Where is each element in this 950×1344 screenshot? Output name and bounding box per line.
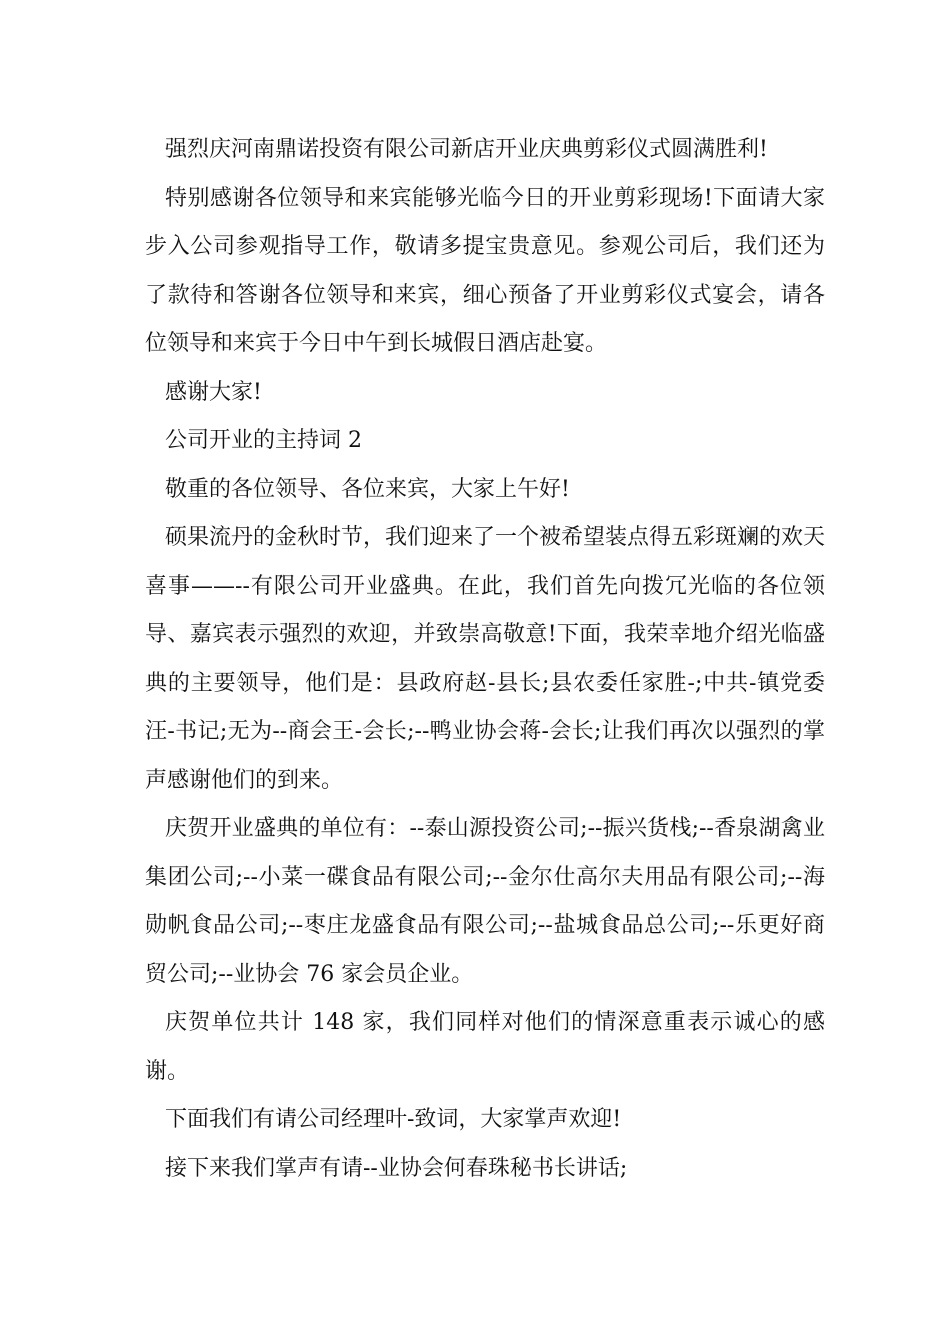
paragraph-thanks-visit: 特别感谢各位领导和来宾能够光临今日的开业剪彩现场!下面请大家步入公司参观指导工作，敬请多提宝贵意见。参观公司后，我们还为了款待和答谢各位领导和来宾，细心预备了开业剪彩仪式宴会，请各位领导和来宾于今日中午到长城假日酒店赴宴。 <box>145 185 825 356</box>
paragraph-secretary-speech: 接下来我们掌声有请--业协会何春珠秘书长讲话; <box>165 1155 628 1181</box>
paragraph-units-total: 庆贺单位共计 148 家，我们同样对他们的情深意重表示诚心的感谢。 <box>145 1010 825 1084</box>
paragraph-introduction: 硕果流丹的金秋时节，我们迎来了一个被希望装点得五彩斑斓的欢天喜事——--有限公司开业盛典。在此，我们首先向拨冗光临的各位领导、嘉宾表示强烈的欢迎，并致崇高敬意!下面，我荣幸地介绍光临盛典的主要领导，他们是：县政府赵-县长;县农委任家胜-;中共-镇党委汪-书记;无为--商会王-会长;--鸭业协会蒋-会长;让我们再次以强烈的掌声感谢他们的到来。 <box>145 525 826 793</box>
paragraph-greeting: 敬重的各位领导、各位来宾，大家上午好! <box>165 476 570 502</box>
section-heading: 公司开业的主持词 2 <box>165 428 362 453</box>
paragraph-congratulating-units: 庆贺开业盛典的单位有：--泰山源投资公司;--振兴货栈;--香泉湖禽业集团公司;--小菜一碟食品有限公司;--金尔仕高尔夫用品有限公司;--海勋帆食品公司;--枣庄龙盛食品有限公司;--盐城食品总公司;--乐更好商贸公司;--业协会 76 家会员企业。 <box>145 816 825 987</box>
paragraph-thanks-all: 感谢大家! <box>165 379 262 405</box>
paragraph-opening-celebration: 强烈庆河南鼎诺投资有限公司新店开业庆典剪彩仪式圆满胜利! <box>165 137 768 162</box>
paragraph-manager-speech: 下面我们有请公司经理叶-致词，大家掌声欢迎! <box>165 1107 622 1132</box>
document-body <box>145 126 825 1193</box>
